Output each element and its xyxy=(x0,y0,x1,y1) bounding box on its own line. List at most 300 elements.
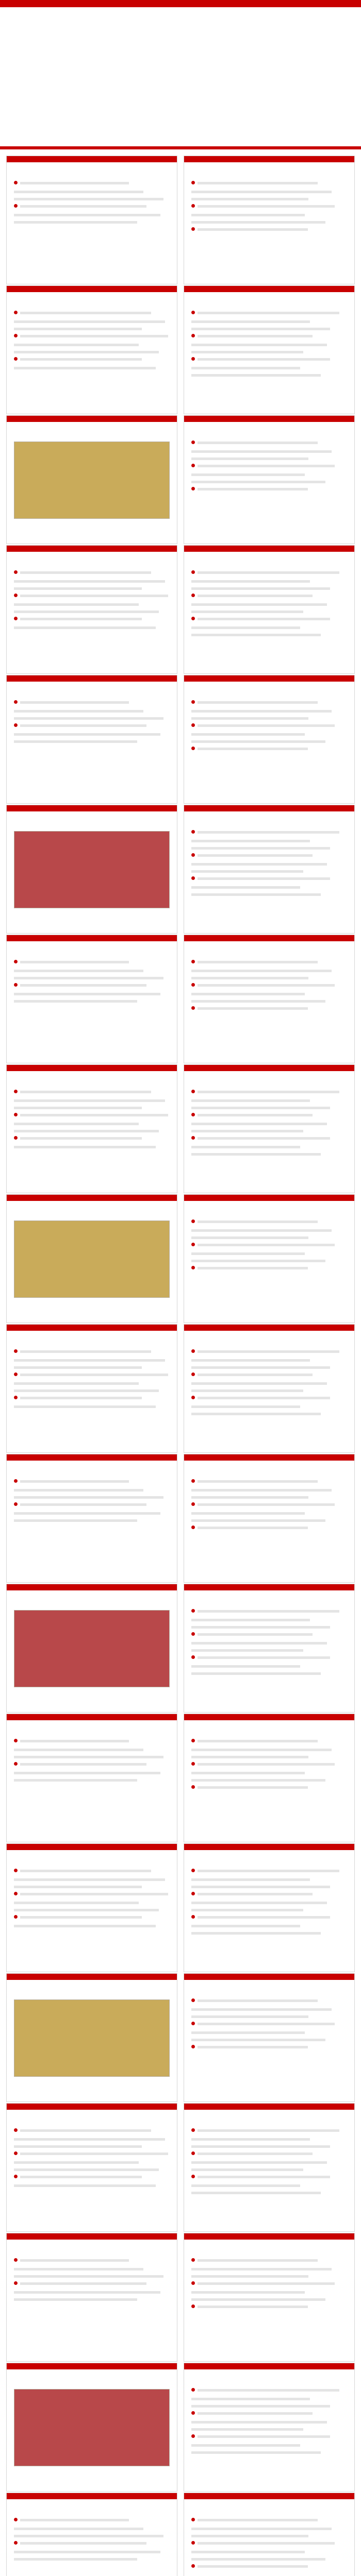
text-line-placeholder xyxy=(191,2192,321,2194)
text-line-placeholder xyxy=(198,1480,318,1483)
text-line-placeholder xyxy=(191,970,332,972)
text-line-placeholder xyxy=(198,228,308,231)
text-line-placeholder xyxy=(14,367,156,369)
text-line-placeholder xyxy=(191,351,303,353)
slide-body xyxy=(14,1221,170,1315)
text-line-placeholder xyxy=(191,2421,327,2424)
text-line-placeholder xyxy=(14,1496,163,1499)
slide-body xyxy=(14,1999,170,2094)
text-line-placeholder xyxy=(198,1267,308,1269)
text-line-placeholder xyxy=(191,626,300,629)
text-line-placeholder xyxy=(20,724,146,727)
text-line-placeholder xyxy=(14,1878,165,1881)
slide xyxy=(6,2233,177,2362)
slide xyxy=(6,675,177,804)
slide xyxy=(184,1324,355,1453)
text-line-placeholder xyxy=(14,191,143,193)
text-line-placeholder xyxy=(20,1480,129,1483)
text-line-placeholder xyxy=(14,344,139,346)
slide-header-bar xyxy=(7,156,177,162)
slide xyxy=(184,1194,355,1323)
slide-body xyxy=(191,2519,347,2576)
text-line-placeholder xyxy=(14,977,163,979)
text-line-placeholder xyxy=(20,2129,151,2132)
text-line-placeholder xyxy=(198,1527,308,1529)
slide xyxy=(184,1064,355,1193)
slide-body xyxy=(14,2519,170,2576)
text-line-placeholder xyxy=(191,886,300,889)
text-line-placeholder xyxy=(191,2551,305,2553)
text-line-placeholder xyxy=(191,1496,308,1499)
text-line-placeholder xyxy=(198,2519,318,2521)
slide-body xyxy=(191,571,347,666)
text-line-placeholder xyxy=(20,1350,151,1353)
text-line-placeholder xyxy=(14,2551,160,2553)
text-line-placeholder xyxy=(191,840,310,842)
text-line-placeholder xyxy=(191,473,305,476)
text-line-placeholder xyxy=(191,2398,310,2400)
slide-header-bar xyxy=(184,1065,354,1071)
text-line-placeholder xyxy=(198,1916,330,1919)
slide xyxy=(184,2103,355,2232)
text-line-placeholder xyxy=(191,1382,327,1385)
text-line-placeholder xyxy=(198,1374,313,1376)
text-line-placeholder xyxy=(198,182,318,184)
text-line-placeholder xyxy=(191,1519,325,1522)
text-line-placeholder xyxy=(14,970,143,972)
text-line-placeholder xyxy=(14,2535,163,2537)
text-line-placeholder xyxy=(198,961,318,963)
text-line-placeholder xyxy=(191,1359,310,1362)
slide-header-bar xyxy=(184,2363,354,2369)
slide-photo xyxy=(14,2389,170,2466)
slide-body xyxy=(191,182,347,277)
text-line-placeholder xyxy=(14,198,163,200)
text-line-placeholder xyxy=(14,1749,143,1751)
text-line-placeholder xyxy=(198,1091,339,1093)
slide-header-bar xyxy=(184,2233,354,2240)
text-line-placeholder xyxy=(14,993,160,995)
text-line-placeholder xyxy=(198,335,313,337)
slide-header-bar xyxy=(7,2493,177,2499)
slide xyxy=(184,1584,355,1713)
text-line-placeholder xyxy=(191,191,332,193)
slide-body xyxy=(191,1221,347,1315)
text-line-placeholder xyxy=(14,2268,143,2270)
slide-body xyxy=(14,1480,170,1575)
slide xyxy=(6,2363,177,2492)
text-line-placeholder xyxy=(191,2291,305,2294)
text-line-placeholder xyxy=(14,1382,139,1385)
slide-header-bar xyxy=(7,1195,177,1201)
text-line-placeholder xyxy=(198,618,330,620)
text-line-placeholder xyxy=(20,182,129,184)
text-line-placeholder xyxy=(191,893,321,896)
text-line-placeholder xyxy=(191,1932,321,1935)
slide-body xyxy=(191,701,347,796)
slide-body xyxy=(14,831,170,926)
text-line-placeholder xyxy=(198,2129,339,2132)
text-line-placeholder xyxy=(191,717,308,720)
text-line-placeholder xyxy=(191,611,303,613)
text-line-placeholder xyxy=(198,358,330,361)
cover-slide xyxy=(0,0,361,149)
slide-header-bar xyxy=(184,286,354,292)
slide-photo xyxy=(14,1999,170,2077)
slide xyxy=(184,156,355,284)
slide-photo xyxy=(14,1221,170,1298)
text-line-placeholder xyxy=(198,984,335,987)
slide-photo xyxy=(14,831,170,908)
slide-body xyxy=(14,961,170,1056)
text-line-placeholder xyxy=(198,2282,335,2285)
text-line-placeholder xyxy=(20,1740,129,1742)
text-line-placeholder xyxy=(191,2138,310,2141)
slide xyxy=(6,1064,177,1193)
text-line-placeholder xyxy=(198,2023,335,2025)
slide xyxy=(6,2103,177,2232)
text-line-placeholder xyxy=(191,1902,327,1904)
slide xyxy=(6,545,177,674)
slide-body xyxy=(191,1740,347,1835)
text-line-placeholder xyxy=(198,854,313,857)
text-line-placeholder xyxy=(20,2282,146,2285)
text-line-placeholder xyxy=(14,740,137,743)
text-line-placeholder xyxy=(198,1633,313,1636)
text-line-placeholder xyxy=(198,1007,308,1010)
slide-body xyxy=(14,1091,170,1185)
text-line-placeholder xyxy=(20,1503,146,1506)
text-line-placeholder xyxy=(14,2298,137,2301)
slide-header-bar xyxy=(184,2104,354,2110)
text-line-placeholder xyxy=(20,2542,146,2545)
slide-header-bar xyxy=(184,1454,354,1461)
text-line-placeholder xyxy=(191,2161,327,2164)
slide-header-bar xyxy=(184,416,354,422)
slide-header-bar xyxy=(7,2104,177,2110)
slide xyxy=(184,2493,355,2576)
text-line-placeholder xyxy=(20,961,129,963)
slide-header-bar xyxy=(7,675,177,682)
text-line-placeholder xyxy=(14,580,165,583)
text-line-placeholder xyxy=(198,2176,330,2178)
text-line-placeholder xyxy=(20,205,146,208)
text-line-placeholder xyxy=(198,1610,339,1613)
slide-body xyxy=(14,1870,170,1964)
slide-photo xyxy=(14,1610,170,1687)
text-line-placeholder xyxy=(191,2031,305,2034)
text-line-placeholder xyxy=(191,603,327,606)
text-line-placeholder xyxy=(191,1146,300,1148)
slide xyxy=(6,1194,177,1323)
slide-body xyxy=(191,1480,347,1575)
slide xyxy=(6,1584,177,1713)
slide-header-bar xyxy=(184,1195,354,1201)
text-line-placeholder xyxy=(191,1489,332,1492)
text-line-placeholder xyxy=(198,2542,335,2545)
slide-header-bar xyxy=(184,935,354,941)
text-line-placeholder xyxy=(191,374,321,377)
text-line-placeholder xyxy=(191,1413,321,1415)
slide xyxy=(6,1973,177,2102)
text-line-placeholder xyxy=(198,2259,318,2262)
text-line-placeholder xyxy=(191,1649,303,1652)
text-line-placeholder xyxy=(14,587,142,590)
slide xyxy=(184,545,355,674)
text-line-placeholder xyxy=(198,465,335,467)
text-line-placeholder xyxy=(191,1389,303,1392)
text-line-placeholder xyxy=(198,1137,330,1140)
text-line-placeholder xyxy=(14,2558,137,2561)
text-line-placeholder xyxy=(191,1229,332,1232)
slide-header-bar xyxy=(7,286,177,292)
slide-body xyxy=(14,571,170,666)
slide-header-bar xyxy=(184,546,354,552)
text-line-placeholder xyxy=(14,1099,165,1102)
text-line-placeholder xyxy=(198,571,339,574)
slide-header-bar xyxy=(184,805,354,811)
text-line-placeholder xyxy=(14,1902,139,1904)
text-line-placeholder xyxy=(198,2153,313,2155)
text-line-placeholder xyxy=(191,1749,332,1751)
slide xyxy=(184,805,355,934)
text-line-placeholder xyxy=(191,2145,330,2148)
text-line-placeholder xyxy=(191,367,300,369)
text-line-placeholder xyxy=(198,831,339,834)
text-line-placeholder xyxy=(14,1389,159,1392)
text-line-placeholder xyxy=(20,312,151,314)
text-line-placeholder xyxy=(191,1665,300,1668)
text-line-placeholder xyxy=(191,1772,305,1774)
text-line-placeholder xyxy=(191,2298,325,2301)
slide xyxy=(184,285,355,414)
text-line-placeholder xyxy=(198,2389,339,2392)
text-line-placeholder xyxy=(198,205,335,208)
text-line-placeholder xyxy=(14,2168,159,2171)
slide-header-bar xyxy=(184,1714,354,1720)
text-line-placeholder xyxy=(191,1153,321,1156)
text-line-placeholder xyxy=(20,1763,146,1766)
text-line-placeholder xyxy=(14,2528,143,2530)
text-line-placeholder xyxy=(20,358,142,361)
slide-header-bar xyxy=(7,805,177,811)
slide-body xyxy=(14,701,170,796)
slide-body xyxy=(191,2259,347,2354)
slide-body xyxy=(14,1610,170,1705)
text-line-placeholder xyxy=(191,2428,303,2431)
slide-header-bar xyxy=(184,156,354,162)
text-line-placeholder xyxy=(14,2145,142,2148)
text-line-placeholder xyxy=(198,877,330,880)
text-line-placeholder xyxy=(20,618,142,620)
slide xyxy=(184,675,355,804)
text-line-placeholder xyxy=(14,1489,143,1492)
text-line-placeholder xyxy=(14,1779,137,1782)
slide-header-bar xyxy=(184,1584,354,1590)
slide xyxy=(6,156,177,284)
text-line-placeholder xyxy=(191,214,305,216)
slide-header-bar xyxy=(184,1844,354,1850)
text-line-placeholder xyxy=(198,595,313,597)
text-line-placeholder xyxy=(20,984,146,987)
text-line-placeholder xyxy=(191,710,332,713)
text-line-placeholder xyxy=(14,2161,139,2164)
slide-body xyxy=(191,442,347,536)
slide xyxy=(184,1973,355,2102)
text-line-placeholder xyxy=(191,634,321,636)
text-line-placeholder xyxy=(20,335,168,337)
text-line-placeholder xyxy=(20,1374,168,1376)
slide xyxy=(6,1454,177,1583)
slide-header-bar xyxy=(184,1974,354,1980)
slide xyxy=(184,1843,355,1972)
text-line-placeholder xyxy=(191,1000,325,1003)
slide xyxy=(6,285,177,414)
text-line-placeholder xyxy=(191,2528,332,2530)
text-line-placeholder xyxy=(14,733,160,736)
text-line-placeholder xyxy=(20,701,129,704)
text-line-placeholder xyxy=(191,587,330,590)
text-line-placeholder xyxy=(191,320,310,323)
text-line-placeholder xyxy=(20,1091,151,1093)
slide xyxy=(184,935,355,1063)
slide-body xyxy=(191,2129,347,2224)
text-line-placeholder xyxy=(198,1221,318,1223)
text-line-placeholder xyxy=(191,740,325,743)
text-line-placeholder xyxy=(191,1672,321,1675)
text-line-placeholder xyxy=(191,1925,300,1927)
text-line-placeholder xyxy=(14,1512,160,1515)
slide xyxy=(184,2233,355,2362)
text-line-placeholder xyxy=(191,221,325,224)
text-line-placeholder xyxy=(191,1512,305,1515)
slide-header-bar xyxy=(7,1325,177,1331)
text-line-placeholder xyxy=(191,2268,332,2270)
text-line-placeholder xyxy=(191,481,325,483)
text-line-placeholder xyxy=(14,2184,156,2187)
slide-body xyxy=(14,1740,170,1835)
text-line-placeholder xyxy=(14,1886,142,1888)
text-line-placeholder xyxy=(20,1397,142,1399)
text-line-placeholder xyxy=(14,320,165,323)
text-line-placeholder xyxy=(14,626,156,629)
text-line-placeholder xyxy=(14,221,137,224)
text-line-placeholder xyxy=(198,1114,313,1116)
text-line-placeholder xyxy=(191,1756,308,1758)
text-line-placeholder xyxy=(198,1786,308,1789)
text-line-placeholder xyxy=(14,1146,156,1148)
text-line-placeholder xyxy=(198,1656,330,1659)
slide-header-bar xyxy=(7,2233,177,2240)
slide-body xyxy=(191,831,347,926)
text-line-placeholder xyxy=(198,2435,330,2438)
text-line-placeholder xyxy=(191,580,310,583)
text-line-placeholder xyxy=(198,1503,335,1506)
text-line-placeholder xyxy=(198,1763,335,1766)
text-line-placeholder xyxy=(20,1916,142,1919)
text-line-placeholder xyxy=(198,2306,308,2308)
text-line-placeholder xyxy=(191,1878,310,1881)
slide-header-bar xyxy=(7,546,177,552)
slide-body xyxy=(191,2389,347,2484)
text-line-placeholder xyxy=(191,1123,327,1125)
text-line-placeholder xyxy=(198,1397,330,1399)
text-line-placeholder xyxy=(20,1870,151,1872)
text-line-placeholder xyxy=(191,1886,330,1888)
text-line-placeholder xyxy=(20,2153,168,2155)
text-line-placeholder xyxy=(198,442,318,444)
slide xyxy=(6,1714,177,1842)
slide xyxy=(6,2493,177,2576)
text-line-placeholder xyxy=(198,2412,313,2415)
text-line-placeholder xyxy=(198,724,335,727)
slide-header-bar xyxy=(7,1584,177,1590)
slide-header-bar xyxy=(7,416,177,422)
text-line-placeholder xyxy=(20,1137,142,1140)
text-line-placeholder xyxy=(14,1107,142,1109)
slide xyxy=(6,415,177,544)
text-line-placeholder xyxy=(14,1130,159,1132)
slide-photo xyxy=(14,442,170,519)
slide-body xyxy=(191,1610,347,1705)
slide-header-bar xyxy=(7,1454,177,1461)
text-line-placeholder xyxy=(14,1359,165,1362)
text-line-placeholder xyxy=(14,717,163,720)
text-line-placeholder xyxy=(191,1366,330,1369)
text-line-placeholder xyxy=(191,2039,325,2041)
text-line-placeholder xyxy=(191,1405,300,1408)
text-line-placeholder xyxy=(198,1870,339,1872)
slide-header-bar xyxy=(7,1844,177,1850)
text-line-placeholder xyxy=(191,2008,332,2011)
text-line-placeholder xyxy=(191,198,308,200)
text-line-placeholder xyxy=(191,847,330,850)
text-line-placeholder xyxy=(191,2275,308,2278)
slide-header-bar xyxy=(7,1714,177,1720)
slide xyxy=(6,1324,177,1453)
text-line-placeholder xyxy=(14,328,142,330)
text-line-placeholder xyxy=(14,2138,165,2141)
slide xyxy=(6,1843,177,1972)
slide xyxy=(184,2363,355,2492)
slide xyxy=(184,1454,355,1583)
text-line-placeholder xyxy=(191,733,305,736)
text-line-placeholder xyxy=(198,2565,308,2568)
text-line-placeholder xyxy=(20,2519,129,2521)
text-line-placeholder xyxy=(191,2184,300,2187)
text-line-placeholder xyxy=(14,2291,160,2294)
text-line-placeholder xyxy=(20,571,151,574)
slide-body xyxy=(191,312,347,406)
slide xyxy=(6,805,177,934)
text-line-placeholder xyxy=(191,1909,303,1911)
text-line-placeholder xyxy=(198,488,308,490)
text-line-placeholder xyxy=(198,1999,318,2002)
text-line-placeholder xyxy=(191,2451,321,2454)
slide-body xyxy=(191,1350,347,1445)
slide-header-bar xyxy=(7,2363,177,2369)
slide-header-bar xyxy=(184,1325,354,1331)
text-line-placeholder xyxy=(191,2535,308,2537)
slide-header-bar xyxy=(184,2493,354,2499)
text-line-placeholder xyxy=(191,2558,325,2561)
slide-body xyxy=(14,1350,170,1445)
text-line-placeholder xyxy=(20,1893,168,1895)
slide-header-bar xyxy=(7,1974,177,1980)
slide-header-bar xyxy=(7,935,177,941)
text-line-placeholder xyxy=(14,1925,156,1927)
text-line-placeholder xyxy=(14,214,160,216)
